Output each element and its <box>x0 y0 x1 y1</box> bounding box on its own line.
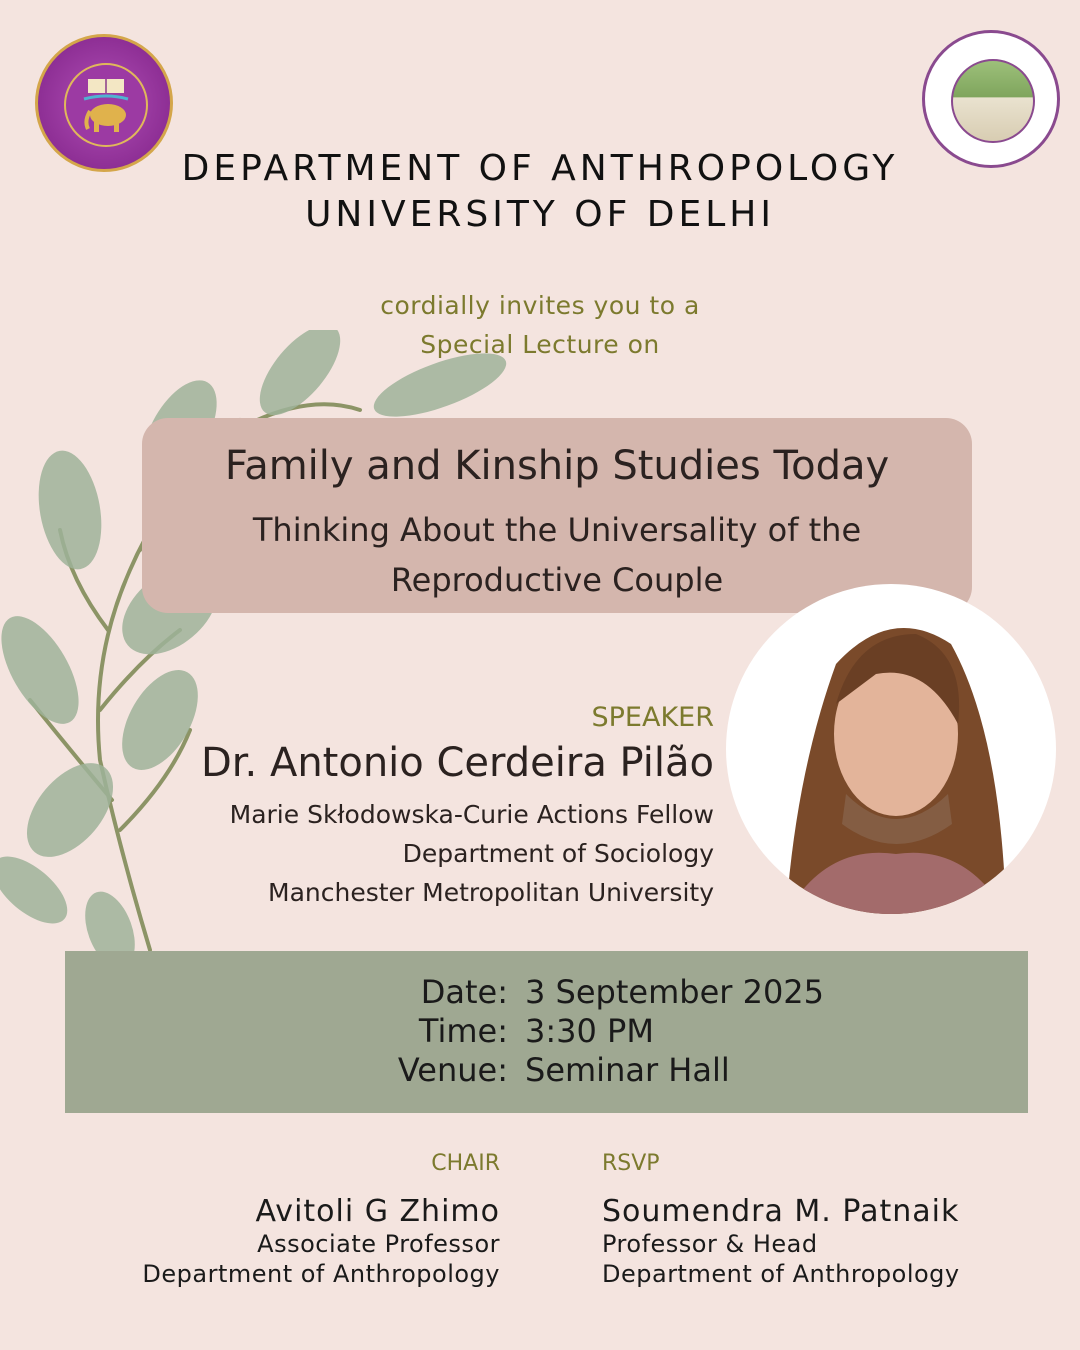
invite-line-2: Special Lecture on <box>420 330 660 359</box>
building-photo <box>951 59 1035 143</box>
invite-line-1: cordially invites you to a <box>380 291 700 320</box>
department-heading: DEPARTMENT OF ANTHROPOLOGY <box>181 148 899 189</box>
speaker-photo <box>726 584 1056 914</box>
rsvp-name: Soumendra M. Patnaik <box>602 1194 960 1229</box>
time-label: Time: <box>418 1012 508 1050</box>
date-value: 3 September 2025 <box>525 973 825 1011</box>
rsvp-role: Professor & Head <box>602 1230 818 1258</box>
rsvp-label: RSVP <box>602 1151 660 1176</box>
lecture-title: Family and Kinship Studies Today <box>224 443 890 489</box>
chair-name: Avitoli G Zhimo <box>255 1194 500 1229</box>
speaker-affiliation-3: Manchester Metropolitan University <box>268 878 714 907</box>
rsvp-department: Department of Anthropology <box>602 1260 960 1288</box>
speaker-name: Dr. Antonio Cerdeira Pilão <box>200 740 714 786</box>
time-value: 3:30 PM <box>525 1012 654 1050</box>
lecture-subtitle <box>172 505 942 605</box>
chair-department: Department of Anthropology <box>142 1260 500 1288</box>
chair-label: CHAIR <box>431 1151 500 1176</box>
venue-value: Seminar Hall <box>525 1051 730 1089</box>
speaker-affiliation-1: Marie Skłodowska-Curie Actions Fellow <box>229 800 714 829</box>
date-label: Date: <box>420 973 508 1011</box>
lecture-subtitle-line-2: Reproductive Couple <box>390 561 724 599</box>
elephant-emblem-icon <box>64 63 148 147</box>
chair-role: Associate Professor <box>257 1230 500 1258</box>
speaker-label: SPEAKER <box>591 702 714 733</box>
speaker-affiliation-2: Department of Sociology <box>402 839 714 868</box>
lecture-subtitle-line-1: Thinking About the Universality of the <box>252 511 862 549</box>
venue-label: Venue: <box>397 1051 508 1089</box>
university-heading: UNIVERSITY OF DELHI <box>305 194 775 235</box>
